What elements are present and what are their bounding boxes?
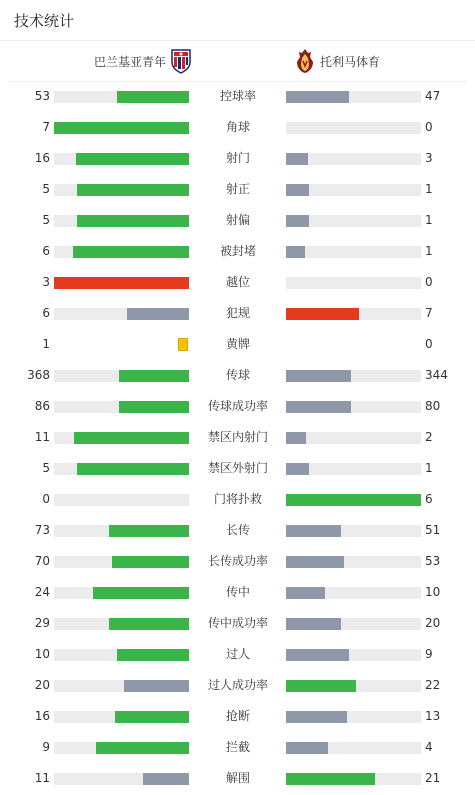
home-bar-track <box>54 122 189 134</box>
away-value: 3 <box>425 151 433 165</box>
away-bar-fill <box>286 463 309 475</box>
home-value: 10 <box>34 647 50 661</box>
home-bar-fill <box>74 432 189 444</box>
away-value: 0 <box>425 337 433 351</box>
away-bar-track <box>286 587 421 599</box>
stat-label: 长传成功率 <box>207 554 268 568</box>
away-bar-track <box>286 153 421 165</box>
stat-label: 射门 <box>225 151 250 165</box>
home-bar-fill <box>54 122 189 134</box>
home-bar-track <box>54 184 189 196</box>
stat-label: 长传 <box>225 523 250 537</box>
away-value: 53 <box>425 554 441 568</box>
away-value: 51 <box>425 523 441 537</box>
home-value: 53 <box>34 89 50 103</box>
home-bar-track <box>54 215 189 227</box>
stat-row-shots-inside-box <box>0 422 475 453</box>
home-value: 5 <box>42 182 50 196</box>
away-bar-track <box>286 246 421 258</box>
away-bar-fill <box>286 494 421 506</box>
home-value: 1 <box>42 337 50 351</box>
home-value: 6 <box>42 244 50 258</box>
home-value: 6 <box>42 306 50 320</box>
home-bar-track <box>54 587 189 599</box>
home-value: 11 <box>34 771 50 785</box>
away-team-crest-icon <box>294 48 316 74</box>
stat-row-clearances <box>0 763 475 794</box>
away-team-name: 托利马体育 <box>320 54 381 69</box>
stat-row-saves <box>0 484 475 515</box>
stat-row-cross-accuracy <box>0 608 475 639</box>
stat-row-dribble-success <box>0 670 475 701</box>
home-bar-fill <box>143 773 189 785</box>
home-bar-track <box>54 711 189 723</box>
away-bar-track <box>286 742 421 754</box>
home-bar-track <box>54 91 189 103</box>
home-bar-fill <box>54 277 189 289</box>
stat-row-tackles <box>0 701 475 732</box>
page-title-bar <box>0 0 475 41</box>
away-value: 1 <box>425 213 433 227</box>
yellow-card-icon <box>178 338 188 351</box>
away-bar-fill <box>286 370 351 382</box>
away-bar-fill <box>286 587 325 599</box>
away-bar-fill <box>286 618 341 630</box>
stat-label: 角球 <box>225 120 250 134</box>
home-value: 73 <box>34 523 50 537</box>
away-bar-fill <box>286 153 308 165</box>
away-bar-fill <box>286 215 309 227</box>
home-bar-track <box>54 618 189 630</box>
away-bar-track <box>286 711 421 723</box>
away-bar-track <box>286 525 421 537</box>
home-value: 0 <box>42 492 50 506</box>
home-value: 9 <box>42 740 50 754</box>
stat-label: 门将扑救 <box>213 492 262 506</box>
stat-row-crosses <box>0 577 475 608</box>
stat-label: 禁区外射门 <box>207 461 268 475</box>
stat-row-long-ball-accuracy <box>0 546 475 577</box>
stat-row-shots-on-target <box>0 174 475 205</box>
home-value: 368 <box>27 368 50 382</box>
home-bar-track <box>54 246 189 258</box>
home-bar-track <box>54 773 189 785</box>
away-bar-track <box>286 91 421 103</box>
away-bar-fill <box>286 680 356 692</box>
away-value: 0 <box>425 120 433 134</box>
home-bar-fill <box>117 91 189 103</box>
stat-label: 控球率 <box>219 89 256 103</box>
stat-row-possession <box>0 81 475 112</box>
stat-row-interceptions <box>0 732 475 763</box>
away-bar-fill <box>286 246 305 258</box>
away-bar-fill <box>286 308 359 320</box>
stat-row-yellow-cards <box>0 329 475 360</box>
away-value: 344 <box>425 368 448 382</box>
away-bar-track <box>286 618 421 630</box>
away-bar-track <box>286 122 421 134</box>
away-bar-fill <box>286 184 309 196</box>
home-bar-fill <box>96 742 189 754</box>
stat-row-shots <box>0 143 475 174</box>
home-bar-track <box>54 370 189 382</box>
home-bar-track <box>54 277 189 289</box>
stat-row-corners <box>0 112 475 143</box>
away-value: 22 <box>425 678 441 692</box>
home-bar-track <box>54 463 189 475</box>
stat-label: 传球 <box>225 368 250 382</box>
home-value: 20 <box>34 678 50 692</box>
home-bar-fill <box>77 463 189 475</box>
home-bar-fill <box>127 308 189 320</box>
away-value: 1 <box>425 182 433 196</box>
stat-label: 解围 <box>225 771 250 785</box>
stat-row-dribbles <box>0 639 475 670</box>
home-bar-fill <box>93 587 189 599</box>
home-bar-fill <box>77 215 189 227</box>
stat-row-passes <box>0 360 475 391</box>
away-bar-track <box>286 184 421 196</box>
stat-row-shots-outside-box <box>0 453 475 484</box>
stats-list <box>0 81 475 794</box>
away-bar-fill <box>286 432 306 444</box>
stat-row-shots-off-target <box>0 205 475 236</box>
away-bar-track <box>286 277 421 289</box>
home-bar-fill <box>77 184 189 196</box>
away-value: 4 <box>425 740 433 754</box>
away-bar-fill <box>286 711 347 723</box>
stat-label: 射正 <box>225 182 250 196</box>
home-bar-fill <box>73 246 189 258</box>
stat-label: 传球成功率 <box>207 399 268 413</box>
home-team[interactable] <box>90 41 192 81</box>
home-team-crest-icon <box>170 48 192 74</box>
away-bar-fill <box>286 773 375 785</box>
home-bar-track <box>54 494 189 506</box>
stat-row-blocked-shots <box>0 236 475 267</box>
away-bar-track <box>286 370 421 382</box>
away-value: 0 <box>425 275 433 289</box>
away-bar-track <box>286 556 421 568</box>
stat-label: 传中 <box>225 585 250 599</box>
home-bar-track <box>54 742 189 754</box>
home-team-name: 巴兰基亚青年 <box>94 54 167 69</box>
home-bar-track <box>54 401 189 413</box>
away-bar-fill <box>286 401 351 413</box>
home-value: 70 <box>34 554 50 568</box>
away-value: 7 <box>425 306 433 320</box>
stat-label: 过人 <box>225 647 250 661</box>
away-value: 2 <box>425 430 433 444</box>
page-title: 技术统计 <box>14 11 75 30</box>
away-value: 10 <box>425 585 441 599</box>
away-value: 13 <box>425 709 441 723</box>
home-bar-track <box>54 432 189 444</box>
away-bar-track <box>286 463 421 475</box>
away-bar-fill <box>286 649 349 661</box>
home-bar-fill <box>115 711 189 723</box>
away-bar-track <box>286 773 421 785</box>
home-value: 7 <box>42 120 50 134</box>
away-bar-fill <box>286 525 341 537</box>
stat-row-pass-accuracy <box>0 391 475 422</box>
away-bar-track <box>286 432 421 444</box>
home-bar-fill <box>119 401 189 413</box>
home-bar-track <box>54 153 189 165</box>
away-value: 20 <box>425 616 441 630</box>
stat-row-long-balls <box>0 515 475 546</box>
home-bar-track <box>54 556 189 568</box>
home-bar-fill <box>109 525 189 537</box>
away-bar-track <box>286 649 421 661</box>
away-bar-track <box>286 494 421 506</box>
away-team[interactable] <box>294 41 384 81</box>
home-value: 5 <box>42 461 50 475</box>
stat-label: 拦截 <box>225 740 250 754</box>
stat-label: 被封堵 <box>219 244 256 258</box>
away-value: 1 <box>425 244 433 258</box>
away-bar-track <box>286 308 421 320</box>
home-bar-fill <box>112 556 189 568</box>
home-value: 29 <box>34 616 50 630</box>
home-bar-fill <box>117 649 189 661</box>
away-bar-fill <box>286 556 344 568</box>
home-bar-fill <box>76 153 189 165</box>
stat-label: 射偏 <box>225 213 250 227</box>
home-bar-track <box>54 525 189 537</box>
away-value: 6 <box>425 492 433 506</box>
away-value: 9 <box>425 647 433 661</box>
home-value: 11 <box>34 430 50 444</box>
stat-row-fouls <box>0 298 475 329</box>
away-value: 80 <box>425 399 441 413</box>
home-value: 86 <box>34 399 50 413</box>
home-value: 16 <box>34 709 50 723</box>
away-bar-fill <box>286 742 328 754</box>
stat-label: 禁区内射门 <box>207 430 268 444</box>
home-value: 24 <box>34 585 50 599</box>
stat-label: 抢断 <box>225 709 250 723</box>
stat-label: 越位 <box>225 275 250 289</box>
away-value: 1 <box>425 461 433 475</box>
home-value: 3 <box>42 275 50 289</box>
stat-label: 传中成功率 <box>207 616 268 630</box>
away-bar-track <box>286 215 421 227</box>
home-value: 16 <box>34 151 50 165</box>
stat-label: 黄牌 <box>225 337 250 351</box>
home-bar-track <box>54 680 189 692</box>
home-bar-track <box>54 308 189 320</box>
away-bar-fill <box>286 91 349 103</box>
home-bar-track <box>54 649 189 661</box>
home-bar-fill <box>124 680 189 692</box>
stat-row-offsides <box>0 267 475 298</box>
home-bar-fill <box>119 370 189 382</box>
teams-header <box>8 41 467 82</box>
home-value: 5 <box>42 213 50 227</box>
away-bar-track <box>286 401 421 413</box>
away-value: 47 <box>425 89 441 103</box>
stat-label: 犯规 <box>225 306 250 320</box>
stat-label: 过人成功率 <box>207 678 268 692</box>
home-bar-fill <box>109 618 189 630</box>
away-bar-track <box>286 680 421 692</box>
away-value: 21 <box>425 771 441 785</box>
